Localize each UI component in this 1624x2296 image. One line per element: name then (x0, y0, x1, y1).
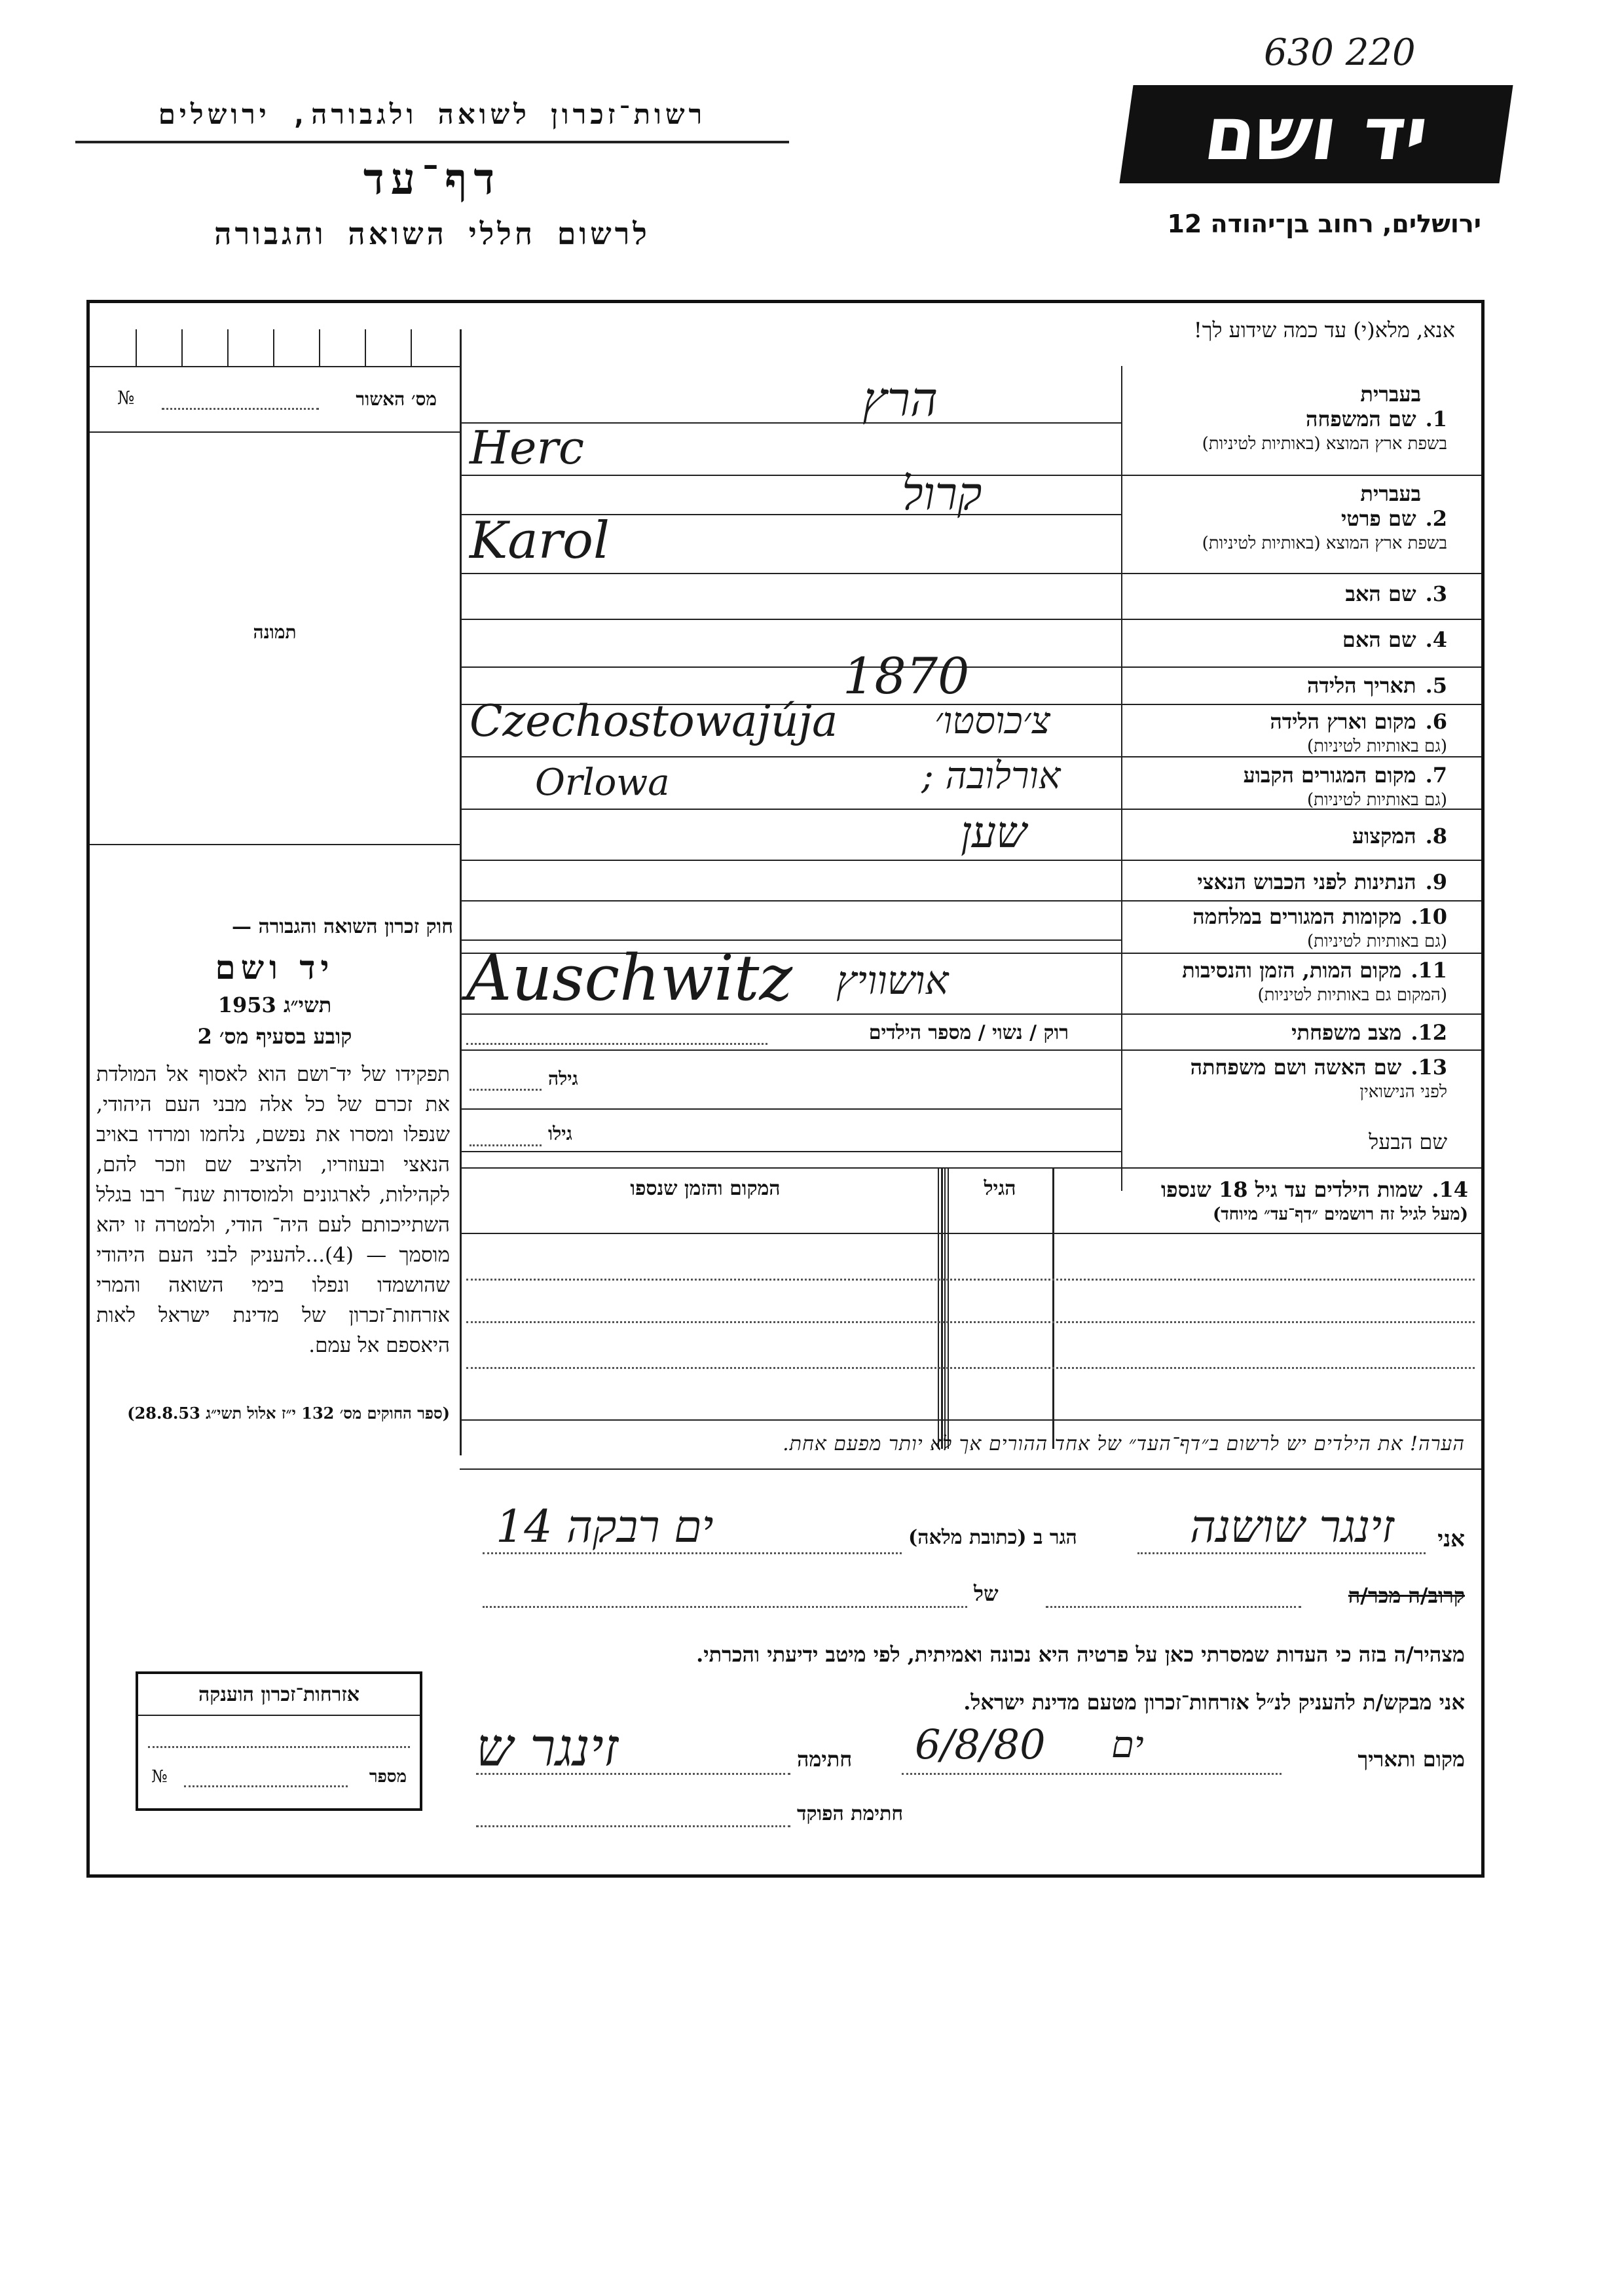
field-7-latin-value[interactable]: Orlowa (535, 761, 670, 804)
address-value[interactable]: ים רבקה 14 (496, 1501, 714, 1553)
children-sub: (מעל לגיל זה רושמים ״דף־עד״ מיוחד) (1212, 1205, 1468, 1224)
citizenship-no-mark: № (151, 1767, 168, 1787)
law-box (96, 915, 453, 1452)
citizenship-box (136, 1671, 422, 1811)
children-title (1161, 1177, 1468, 1227)
field-11-hebrew-value[interactable]: אושוויץ (836, 958, 949, 1004)
of-label: של (974, 1581, 999, 1606)
declarant-prefix: אני (1437, 1526, 1465, 1552)
request-text: אני מבקש/ת להעניק לנ״ל אזרחות־זכרון מטעם מדינת ישראל. (963, 1690, 1465, 1715)
photo-area (90, 431, 460, 845)
field-10-num: 10. (1411, 904, 1447, 929)
field-5-num: 5. (1425, 673, 1447, 698)
law-name: יד ושם (215, 948, 335, 987)
col-place-header: המקום והזמן שנספו (630, 1177, 781, 1200)
form-title: דף־עד (363, 154, 502, 204)
field-5-main: תאריך הלידה (1307, 673, 1416, 698)
field-11-sub: (המקום גם באותיות לטיניות) (1257, 985, 1447, 1005)
husband-main: שם הבעל (1369, 1129, 1447, 1154)
children-num: 14. (1431, 1177, 1468, 1202)
field-10-sub: (גם באותיות לטיניות) (1306, 932, 1447, 951)
instruction-text: אנא, מלא(י) עד כמה שידוע לך! (1193, 318, 1455, 342)
field-1-sub: בשפת ארץ המוצא (באותיות לטיניות) (1202, 434, 1447, 454)
field-13-main: שם האשה ושם משפחתה (1190, 1055, 1402, 1080)
field-2-hebrew-tag: בעברית (1360, 481, 1421, 506)
field-7-sub: (גם באותיות לטיניות) (1306, 790, 1447, 810)
law-body: תפקידו של יד־ושם הוא לאסוף אל המולדת את זכרם של כל אלה מבני העם היהודי, שנפלו ומסרו את נפשם, נלחמו ומרדו באויב הנאצי ובעוזריו, ולהציב שם וזכר להם, לקהילות, לארגונים ולמוסדות שנח־ רבו בגלל השתייכותם לעם היה־ הודי, ולמטרה זו יהא מוסמך — (4)...להעניק לבני העם היהודי שהושמדו ונפלו בימי השואה והמרי אזרחות־זכרון של מדינת ישראל לאות היאספם אל עמם. (96, 1063, 450, 1357)
field-1-latin-value[interactable]: Herc (470, 421, 585, 475)
child-row-3[interactable] (466, 1367, 1475, 1369)
photo-label: תמונה (253, 621, 297, 643)
field-3-main: שם האב (1345, 581, 1416, 606)
field-8-label (1352, 824, 1447, 848)
form-subtitle: לרשום חללי השואה והגבורה (214, 216, 650, 251)
law-section: קובע בסעיף מס׳ 2 (197, 1024, 352, 1049)
officer-signature-field[interactable] (476, 1825, 790, 1827)
field-8-num: 8. (1425, 824, 1447, 848)
field-9-main: הנתינות לפני הכבוש הנאצי (1197, 869, 1416, 894)
field-2-main: שם פרטי (1340, 506, 1416, 531)
field-12-num: 12. (1411, 1020, 1447, 1045)
residing-label: הגר ב (כתובת מלאה) (908, 1526, 1077, 1549)
field-5-label (1307, 673, 1447, 698)
field-1-main: שם המשפחה (1306, 407, 1416, 431)
approval-label: מס׳ האשור (356, 388, 437, 410)
address: ירושלים, רחוב בן־יהודה 12 (1167, 210, 1481, 238)
field-8-value[interactable]: שען (961, 807, 1027, 858)
field-3-num: 3. (1425, 581, 1447, 606)
header-divider (90, 366, 460, 367)
child-row-2[interactable] (466, 1321, 1475, 1323)
field-11-num: 11. (1411, 958, 1447, 983)
signature-label: חתימה (797, 1747, 853, 1772)
citizenship-number-label: מספר (369, 1767, 407, 1787)
field-1-label (1202, 382, 1447, 456)
institution-name: רשות־זכרון לשואה ולגבורה, ירושלים (158, 98, 707, 130)
field-6-sub: (גם באותיות לטיניות) (1306, 737, 1447, 756)
field-5-value[interactable]: 1870 (843, 647, 970, 705)
date-value[interactable]: 6/8/80 (915, 1721, 1046, 1768)
field-12-label (1291, 1020, 1447, 1045)
field-2-hebrew-value[interactable]: קרול (902, 467, 982, 520)
field-9-label (1197, 869, 1447, 894)
approval-number-mark: № (117, 387, 135, 409)
logo-text: יד ושם (1199, 92, 1433, 177)
age-col-left (944, 1167, 946, 1449)
field-7-label (1244, 763, 1447, 812)
field-3-label (1345, 581, 1447, 606)
officer-label: חתימת הפוקד (797, 1802, 904, 1825)
field-1-hebrew-tag: בעברית (1360, 382, 1421, 407)
yad-vashem-logo (1119, 85, 1513, 183)
field-2-num: 2. (1425, 506, 1447, 531)
children-count-field[interactable] (466, 1043, 767, 1045)
approval-field[interactable] (162, 408, 319, 410)
wife-age-field[interactable] (470, 1089, 542, 1091)
field-2-label (1202, 481, 1447, 556)
citizenship-title: אזרחות־זכרון הוענקה (198, 1683, 360, 1706)
husband-label (1369, 1129, 1447, 1154)
field-13-num: 13. (1411, 1055, 1447, 1080)
children-title-text: שמות הילדים עד גיל 18 שנספו (1160, 1177, 1423, 1202)
field-9-num: 9. (1425, 869, 1447, 894)
field-11-label (1182, 958, 1447, 1008)
place-value[interactable]: ים (1111, 1724, 1144, 1766)
field-10-main: מקומות המגורים במלחמה (1192, 904, 1402, 929)
field-2-sub: בשפת ארץ המוצא (באותיות לטיניות) (1202, 534, 1447, 553)
field-11-latin-value[interactable]: Auschwitz (466, 941, 793, 1015)
left-column-border (460, 329, 462, 1455)
testimony-form (86, 300, 1485, 1878)
field-7-num: 7. (1425, 763, 1447, 788)
tick-boxes (90, 329, 460, 366)
wife-age-label: גילה (548, 1068, 578, 1089)
institution-underline (75, 141, 789, 143)
field-6-label (1270, 709, 1447, 759)
signature-value[interactable]: זינגר ש (476, 1717, 619, 1778)
declarant-name[interactable]: זינגר שושנה (1190, 1501, 1395, 1553)
field-6-num: 6. (1425, 709, 1447, 734)
law-citation: (ספר החוקים מס׳ 132 י״ז אלול תשי״ג 28.8.53) (127, 1404, 450, 1423)
field-11-main: מקום המות, הזמן והנסיבות (1182, 958, 1402, 983)
label-column-border (1121, 366, 1122, 1191)
col-age-header: הגיל (984, 1177, 1016, 1200)
field-6-latin-value[interactable]: Czechostowajúja (470, 696, 838, 746)
field-2-latin-value[interactable]: Karol (470, 511, 610, 570)
field-4-label (1342, 627, 1447, 652)
husband-age-field[interactable] (470, 1144, 542, 1146)
field-6-main: מקום וארץ הלידה (1270, 709, 1416, 734)
field-4-num: 4. (1425, 627, 1447, 652)
relation-field[interactable] (1046, 1606, 1301, 1608)
field-6-hebrew-value[interactable]: צ׳כוסטו׳ (934, 700, 1050, 742)
field-8-main: המקצוע (1352, 824, 1416, 848)
field-13-sub: לפני הנישואין (1359, 1082, 1447, 1102)
reference-number: 630 220 (1264, 31, 1416, 74)
relation-label (1348, 1583, 1465, 1608)
children-note: הערה! את הילדים יש לרשום ב״דף־העד״ של אחד ההורים אך לא יותר מפעם אחת. (783, 1432, 1465, 1455)
field-7-hebrew-value[interactable]: אורלובה ; (921, 755, 1061, 797)
husband-age-label: גילו (548, 1123, 572, 1144)
field-13-label (1190, 1055, 1447, 1104)
marital-options[interactable]: רוק / נשוי / מספר הילדים (868, 1021, 1069, 1044)
field-4-main: שם האם (1342, 627, 1416, 652)
child-row-1[interactable] (466, 1279, 1475, 1281)
citizenship-number-field[interactable] (184, 1785, 348, 1787)
relation-text: קרוב/ה מכר/ה (1348, 1583, 1465, 1608)
law-heading: חוק זכרון השואה והגבורה — (232, 915, 453, 938)
field-1-num: 1. (1425, 407, 1447, 431)
law-year: תשי״ג 1953 (217, 993, 332, 1017)
place-date-label: מקום ותאריך (1357, 1747, 1465, 1772)
field-12-main: מצב משפחתי (1291, 1020, 1402, 1045)
field-10-label (1192, 904, 1447, 954)
declaration-text: מצהיר/ה בזה כי העדות שמסרתי כאן על פרטיה היא נכונה ואמיתית, לפי מיטב ידיעתי והכרתי. (696, 1642, 1465, 1667)
field-1-hebrew-value[interactable]: הרץ (862, 372, 938, 427)
field-7-main: מקום המגורים הקבוע (1243, 763, 1416, 788)
